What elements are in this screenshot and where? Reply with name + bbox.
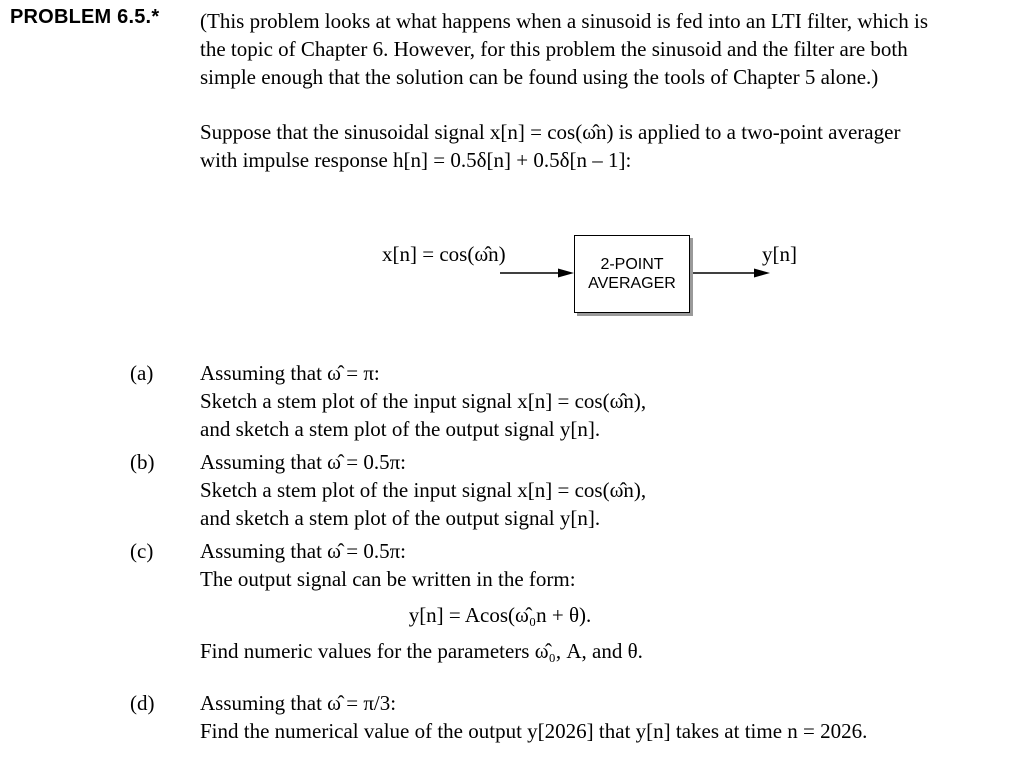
intro-line: (This problem looks at what happens when a sinusoid is fed into an LTI filter, which is xyxy=(200,9,929,33)
output-arrow-head xyxy=(754,269,770,278)
part-b-line: Sketch a stem plot of the input signal x[n] = cos(ω̂n), xyxy=(200,478,647,502)
intro-line: the topic of Chapter 6. However, for this problem the sinusoid and the filter are both xyxy=(200,37,908,61)
part-c-line: The output signal can be written in the form: xyxy=(200,567,576,591)
box-line-1: 2-POINT xyxy=(600,256,664,273)
part-b-line: Assuming that ω̂ = 0.5π: xyxy=(200,450,407,474)
part-c-line: Assuming that ω̂ = 0.5π: xyxy=(200,539,407,563)
part-c xyxy=(200,537,1010,665)
part-c-equation: y[n] = Acos(ω̂₀n + θ). xyxy=(408,603,592,627)
part-a-line: Sketch a stem plot of the input signal x[n] = cos(ω̂n), xyxy=(200,389,647,413)
part-d xyxy=(200,689,1010,745)
part-d-label: (d) xyxy=(130,691,155,715)
problem-intro xyxy=(200,7,1010,91)
part-d-line: Assuming that ω̂ = π/3: xyxy=(200,691,397,715)
input-arrow-head xyxy=(558,269,574,278)
intro-line: simple enough that the solution can be found using the tools of Chapter 5 alone.) xyxy=(200,65,879,89)
part-a-line: Assuming that ω̂ = π: xyxy=(200,361,380,385)
diagram-arrows xyxy=(0,220,1024,330)
input-signal-label: x[n] = cos(ω̂n) xyxy=(382,242,506,266)
part-b-line: and sketch a stem plot of the output signal y[n]. xyxy=(200,506,601,530)
output-signal-label: y[n] xyxy=(762,242,797,266)
problem-label: PROBLEM 6.5.* xyxy=(10,6,160,28)
part-b xyxy=(200,448,1010,532)
part-c-label: (c) xyxy=(130,539,154,563)
part-a-label: (a) xyxy=(130,361,154,385)
part-a xyxy=(200,359,1010,443)
problem-setup xyxy=(200,118,1010,174)
part-c-after: Find numeric values for the parameters ω̂₀, A, and θ. xyxy=(200,639,643,663)
block-diagram xyxy=(0,220,1024,330)
averager-box xyxy=(574,235,690,313)
part-b-label: (b) xyxy=(130,450,155,474)
part-a-line: and sketch a stem plot of the output signal y[n]. xyxy=(200,417,601,441)
part-d-line: Find the numerical value of the output y[2026] that y[n] takes at time n = 2026. xyxy=(200,719,868,743)
setup-line: Suppose that the sinusoidal signal x[n] = cos(ω̂n) is applied to a two-point averager xyxy=(200,120,901,144)
box-line-2: AVERAGER xyxy=(588,275,676,292)
setup-line: with impulse response h[n] = 0.5δ[n] + 0.5δ[n – 1]: xyxy=(200,148,632,172)
